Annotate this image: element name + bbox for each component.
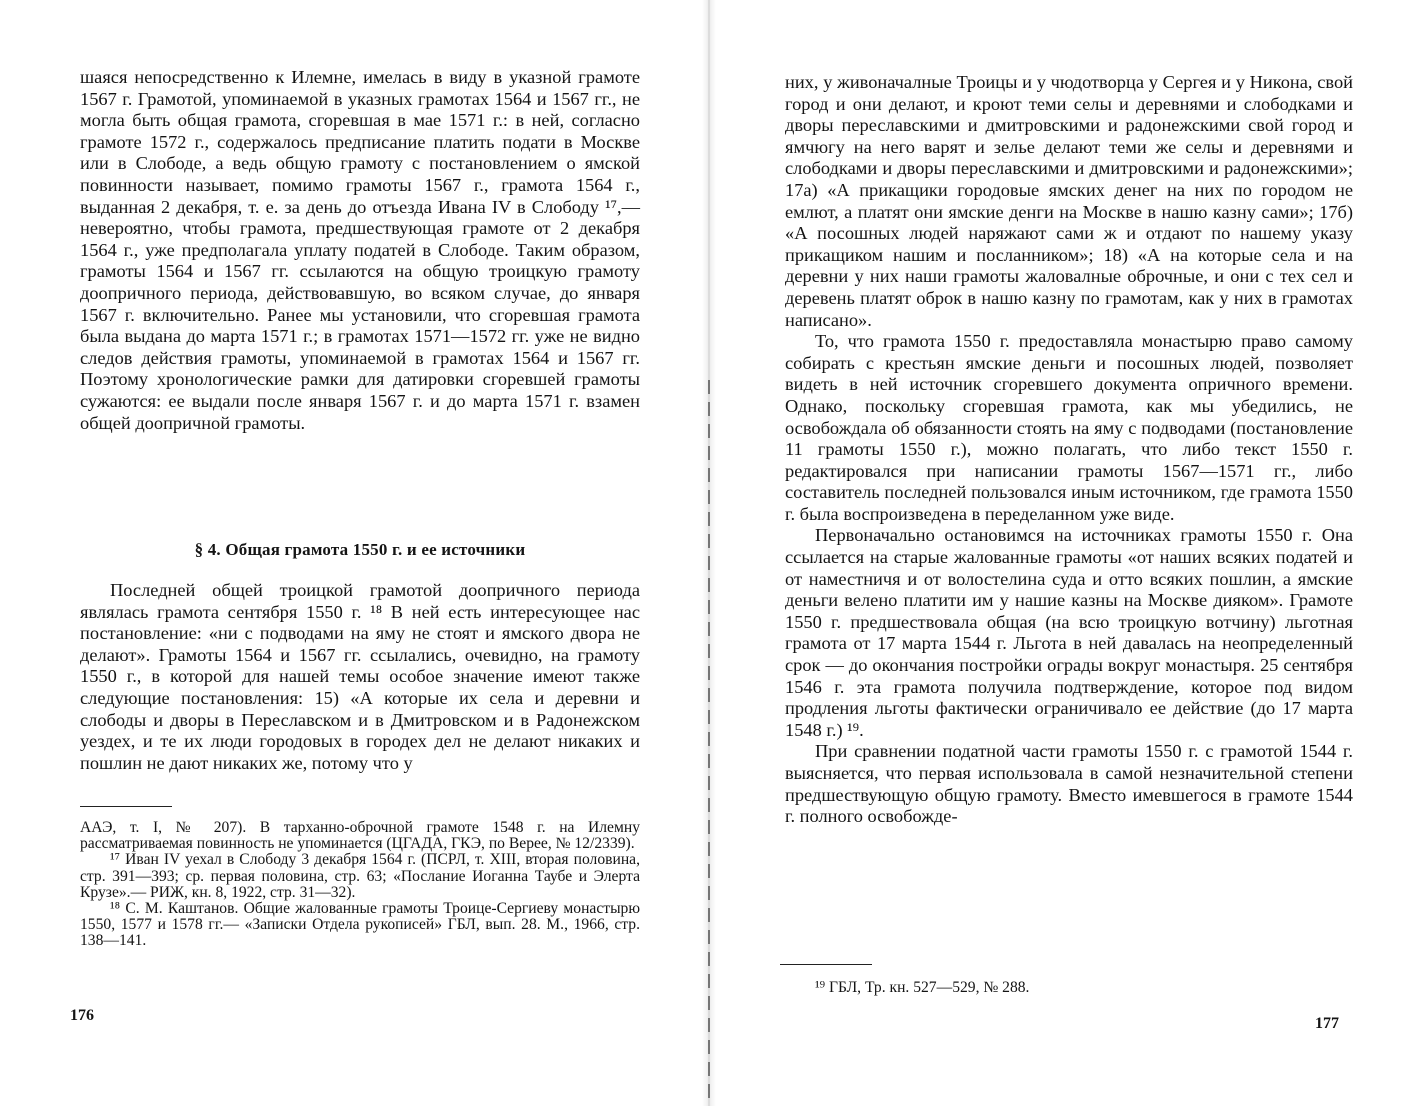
page-number-left: 176 <box>70 1007 94 1024</box>
footnote-continued: ААЭ, т. I, № 207). В тарханно-оброчной грамоте 1548 г. на Илемну рассматриваемая повинность не упоминается (ЦГАДА, ГКЭ, по Верее, № 12/2339). <box>80 819 640 853</box>
page-number-right: 177 <box>1315 1015 1339 1032</box>
footnote-rule <box>80 806 172 807</box>
section-heading: § 4. Общая грамота 1550 г. и ее источники <box>194 540 526 559</box>
right-paragraph-4: При сравнении податной части грамоты 1550 г. с грамотой 1544 г. выясняется, что первая использовала в самой незначительной степени предшествующую общую грамоту. Вместо имевшегося в грамоте 1544 г. полного освобожде- <box>785 741 1353 827</box>
footnote-17: ¹⁷ Иван IV уехал в Слободу 3 декабря 1564 г. (ПСРЛ, т. XIII, вторая половина, стр. 391—393; ср. первая половина, стр. 63; «Послание Иоганна Таубе и Элерта Крузе».— РИЖ, кн. 8, 1922, стр. 31—32). <box>80 851 640 901</box>
left-body-paragraph-2 <box>80 580 640 774</box>
right-paragraph-3: Первоначально остановимся на источниках грамоты 1550 г. Она ссылается на старые жалованные грамоты «от наших всяких податей и от наместничя и от волостелина суда и отто всяких пошлин, а ямские деньги велено платити им у нашие казны на Москве дияком». Грамоте 1550 г. предшествовала общая (на всю троицкую вотчину) льготная грамота от 17 марта 1544 г. Льгота в ней давалась на неопределенный срок — до окончания постройки ограды вокруг монастыря. 25 сентября 1546 г. эта грамота получила подтверждение, которое под видом продления льготы фактически ограничивало ее действие (до 17 марта 1548 г.) ¹⁹. <box>785 525 1353 740</box>
left-paragraph-1: шаяся непосредственно к Илемне, имелась в виду в указной грамоте 1567 г. Грамотой, упоминаемой в указных грамотах 1564 и 1567 гг., не могла быть общая грамота, сгоревшая в мае 1571 г.: в ней, согласно грамоте 1572 г., содержалось предписание платить подати в Москве или в Слободе, а ведь общую грамоту с постановлением о ямской повинности называет, помимо грамоты 1567 г., грамота 1564 г., выданная 2 декабря, т. е. за день до отъезда Ивана IV в Слободу ¹⁷,— невероятно, чтобы грамота, предшествующая грамоте от 2 декабря 1564 г., уже предполагала уплату податей в Слободе. Таким образом, грамоты 1564 и 1567 гг. ссылаются на общую троицкую грамоту доопричного периода, действовавшую, во всяком случае, до января 1567 г. включительно. Ранее мы установили, что сгоревшая грамота была выдана до марта 1571 г.; в грамотах 1571—1572 гг. уже не видно следов действия грамоты, упоминаемой в грамотах 1564 и 1567 гг. Поэтому хронологические рамки для датировки сгоревшей грамоты сужаются: ее выдали после января 1567 г. и до марта 1571 г. взамен общей доопричной грамоты. <box>80 67 640 433</box>
right-footnotes <box>785 980 1353 996</box>
right-paragraph-1: них, у живоначалные Троицы и у чюдотворца у Сергея и у Никона, свой город и они делают, и кроют теми селы и деревнями и слободками и дворы переславскими и дмитровскими и радонежскими свой город и ямчюгу на него варят и зелье делают теми же селы и деревнями и слободками и дворы переславскими и дмитровскими и радонежскими»; 17а) «А прикащики городовые ямских денег на них по городом не емлют, а платят они ямские денги на Москве в нашю казну сами»; 17б) «А посошных людей наряжают сами ж и отдают по нашему указу прикащиком нашим и посланником»; 18) «А на которые села и на деревни у них наши грамоты жаловалные оброчные, и они с тех сел и деревень платят оброк в нашю казну по грамотам, как у них в грамотах написано». <box>785 72 1353 330</box>
left-paragraph-2: Последней общей троицкой грамотой доопричного периода являлась грамота сентября 1550 г. ¹⁸ В ней есть интересующее нас постановление: «ни с подводами на яму не стоят и ямского двора не делают». Грамоты 1564 и 1567 гг. ссылались, очевидно, на грамоту 1550 г., в которой для нашей темы особое значение имеют также следующие постановления: 15) «А которые их села и деревни и слободы и дворы в Переславском и в Дмитровском и в Радонежском уездех, и те их люди городовых в городех дел не делают никаких и пошлин не дают никаких же, потому что у <box>80 580 640 773</box>
left-body-paragraph-1 <box>80 67 640 434</box>
footnote-19: ¹⁹ ГБЛ, Тр. кн. 527—529, № 288. <box>815 979 1030 996</box>
left-footnotes <box>80 820 640 950</box>
right-paragraph-2: То, что грамота 1550 г. предоставляла монастырю право самому собирать с крестьян ямские деньги и посошных людей, позволяет видеть в ней источник сгоревшего документа опричного времени. Однако, поскольку сгоревшая грамота, как мы убедились, не освобождала об обязанности стоять на яму с подводами (постановление 11 грамоты 1550 г.), можно полагать, что либо текст 1550 г. редактировался при написании грамоты 1567—1571 гг., либо составитель последней пользовался иным источником, где грамота 1550 г. была воспроизведена в переделанном уже виде. <box>785 331 1353 524</box>
footnote-rule-right <box>780 964 872 965</box>
gutter-shadow <box>708 380 710 1100</box>
right-body <box>785 72 1353 828</box>
footnote-18: ¹⁸ С. М. Каштанов. Общие жалованные грамоты Троице-Сергиеву монастырю 1550, 1577 и 1578 гг.— «Записки Отдела рукописей» ГБЛ, вып. 28. М., 1966, стр. 138—141. <box>80 900 640 950</box>
